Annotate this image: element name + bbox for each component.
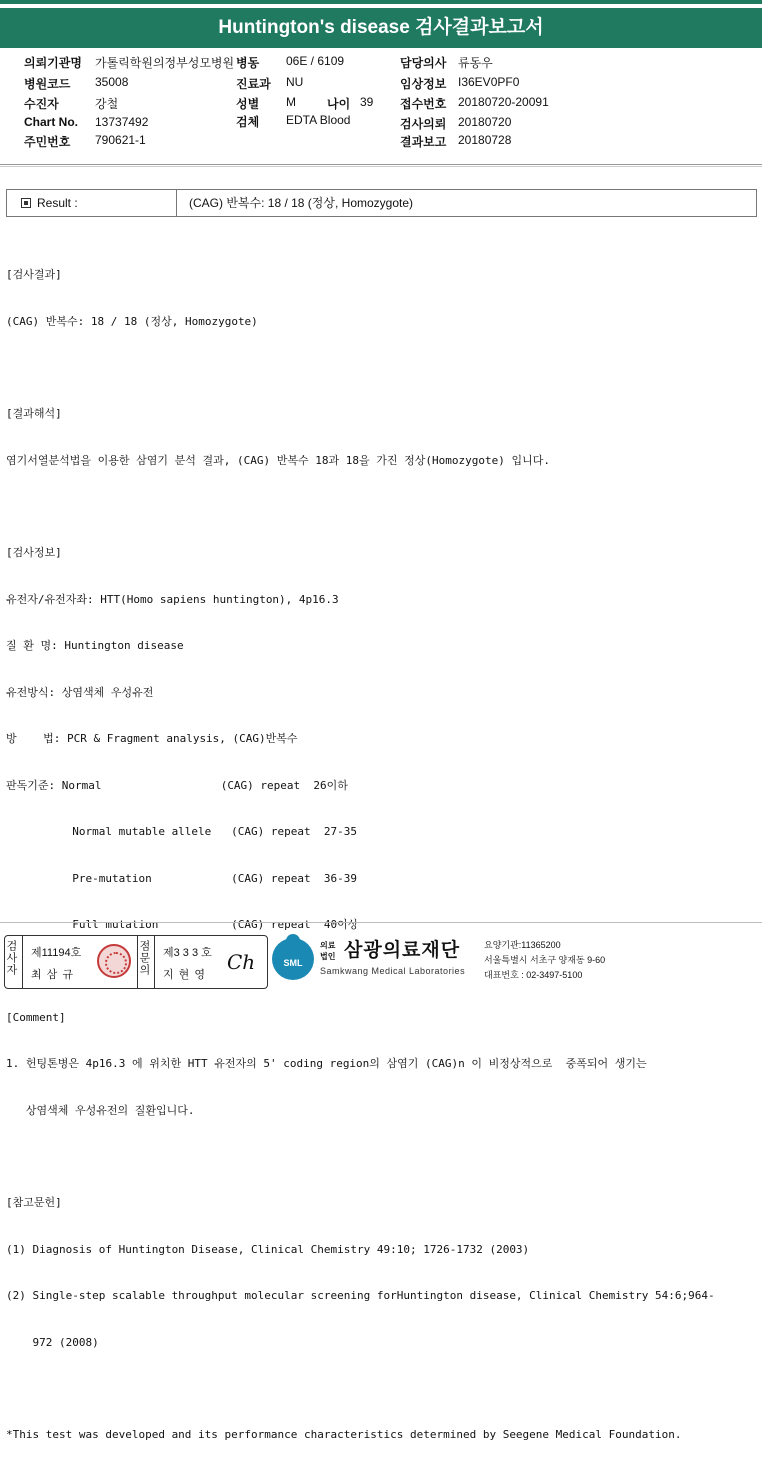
footnote: *This test was developed and its performance characteristics determined by Seegene Medical Foundation.	[6, 1428, 682, 1441]
reviewer-license: 제3 3 3 호	[163, 947, 212, 959]
tester-license: 제11194호	[31, 947, 82, 959]
result-summary-box	[6, 189, 757, 217]
id-label: 주민번호	[24, 135, 71, 149]
clinical-value: I36EV0PF0	[458, 75, 520, 89]
phone: 대표번호 : 02-3497-5100	[484, 970, 583, 980]
result-label: Result :	[37, 196, 78, 210]
organization-name: 삼광의료재단	[344, 940, 461, 961]
reference-heading: [참고문헌]	[6, 1196, 62, 1209]
chart-value: 13737492	[95, 115, 149, 129]
hospital-code-label: 병원코드	[24, 77, 71, 91]
report-body	[6, 236, 756, 1458]
organization-name-en: Samkwang Medical Laboratories	[320, 966, 466, 976]
hospital-value: 가톨릭학원의정부성모병원	[95, 56, 235, 70]
reference-line: (2) Single-step scalable throughput molecular screening forHuntington disease, Clinical Chemistry 54:6;964-	[6, 1289, 715, 1302]
chart-label: Chart No.	[24, 115, 78, 129]
patient-info-panel	[0, 50, 762, 164]
request-value: 20180720	[458, 115, 512, 129]
reviewer-label-text: 점문의	[138, 940, 150, 976]
specimen-value: EDTA Blood	[286, 113, 351, 127]
comment-line: 1. 헌팅톤병은 4p16.3 에 위치한 HTT 유전자의 5' coding region의 삼염기 (CAG)n 이 비정상적으로 중폭되어 생기는	[6, 1057, 647, 1070]
patient-value: 강철	[95, 97, 119, 111]
ward-label: 병동	[236, 56, 260, 70]
test-info-heading: [검사정보]	[6, 546, 62, 559]
method-line: 방 법: PCR & Fragment analysis, (CAG)반복수	[6, 732, 298, 745]
result-heading: [검사결과]	[6, 268, 62, 281]
criteria-line: Normal mutable allele (CAG) repeat 27-35	[6, 825, 357, 838]
comment-heading: [Comment]	[6, 1010, 66, 1024]
receipt-label: 접수번호	[400, 97, 447, 111]
report-date-label: 결과보고	[400, 135, 447, 149]
criteria-line: 판독기준: Normal (CAG) repeat 26이하	[6, 778, 348, 792]
comment-line: 상염색체 우성유전의 질환입니다.	[6, 1103, 195, 1117]
disease-line: 질 환 명: Huntington disease	[6, 639, 184, 652]
interpretation-heading: [결과해석]	[6, 407, 62, 420]
organization-logo	[272, 934, 632, 990]
hospital-code-value: 35008	[95, 75, 129, 89]
reference-line: 972 (2008)	[6, 1335, 99, 1349]
receipt-value: 20180720-20091	[458, 95, 549, 109]
report-date-value: 20180728	[458, 133, 512, 147]
checkbox-square-icon	[21, 198, 31, 208]
result-label-cell	[7, 190, 177, 216]
report-title: Huntington's disease 검사결과보고서	[0, 8, 762, 48]
handwritten-signature: Ch	[227, 950, 256, 974]
sml-logo-icon: SML	[272, 938, 314, 980]
patient-label: 수진자	[24, 97, 59, 111]
organization-contact	[484, 938, 605, 983]
tester-label	[5, 936, 23, 988]
criteria-line: Pre-mutation (CAG) repeat 36-39	[6, 871, 357, 885]
reviewer-label	[137, 936, 155, 988]
request-label: 검사의뢰	[400, 117, 447, 131]
id-value: 790621-1	[95, 133, 146, 147]
address: 서울특별시 서초구 양재동 9-60	[484, 955, 606, 965]
logo-prefix: 의료 법인	[320, 941, 336, 961]
dept-value: NU	[286, 75, 304, 89]
doctor-value: 류동우	[458, 56, 493, 70]
dept-label: 진료과	[236, 77, 271, 91]
interpretation-line: 염기서열분석법을 이용한 삼염기 분석 결과, (CAG) 반복수 18과 18을 가진 정상(Homozygote) 입니다.	[6, 453, 550, 467]
institution-code: 요양기관:11365200	[484, 940, 561, 950]
clinical-label: 임상정보	[400, 77, 447, 91]
age-label: 나이	[327, 97, 351, 111]
footer-divider	[0, 922, 762, 923]
gene-line: 유전자/유전자좌: HTT(Homo sapiens huntington), 4p16.3	[6, 592, 339, 606]
tester-name: 최 삼 규	[31, 969, 74, 981]
criteria-line: Full mutation (CAG) repeat 40이상	[6, 918, 359, 931]
sex-value: M	[286, 95, 296, 109]
reviewer-name: 지 현 영	[163, 969, 206, 981]
age-value: 39	[360, 95, 374, 109]
seal-stamp-icon	[97, 944, 131, 978]
result-value: (CAG) 반복수: 18 / 18 (정상, Homozygote)	[189, 196, 414, 210]
header-divider	[0, 164, 762, 167]
reference-line: (1) Diagnosis of Huntington Disease, Clinical Chemistry 49:10; 1726-1732 (2003)	[6, 1242, 530, 1256]
inheritance-line: 유전방식: 상염색체 우성유전	[6, 685, 154, 699]
sex-label: 성별	[236, 97, 260, 111]
result-line: (CAG) 반복수: 18 / 18 (정상, Homozygote)	[6, 314, 258, 328]
tester-label-text: 검사자	[5, 940, 17, 976]
specimen-label: 검체	[236, 115, 260, 129]
doctor-label: 담당의사	[400, 56, 447, 70]
hospital-label: 의뢰기관명	[24, 56, 82, 70]
ward-value: 06E / 6109	[286, 54, 345, 68]
signature-box	[4, 935, 268, 989]
